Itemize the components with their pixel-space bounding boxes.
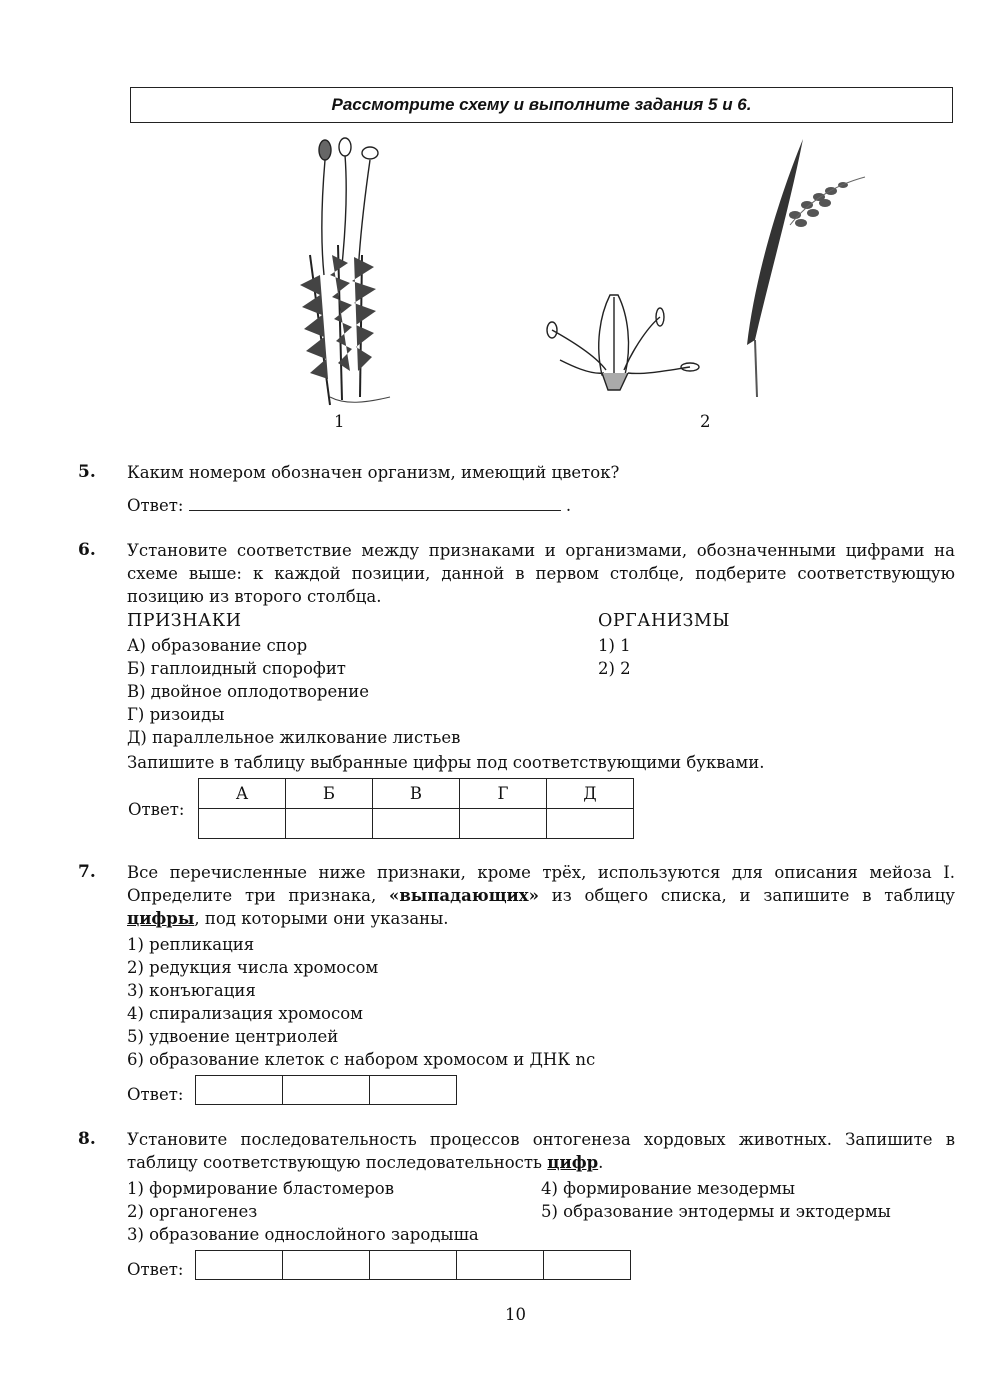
list-item: 2) органогенез	[127, 1202, 258, 1221]
question-8-text	[127, 1128, 955, 1174]
table-header: Д	[547, 779, 634, 809]
list-item: 2) редукция числа хромосом	[127, 958, 379, 977]
table-header: Б	[286, 779, 373, 809]
answer-6-label: Ответ:	[128, 800, 185, 819]
figure-label-2: 2	[700, 412, 711, 431]
answer-7-table	[195, 1075, 457, 1105]
table-header: А	[199, 779, 286, 809]
page-number: 10	[505, 1305, 526, 1324]
text-part: Установите последовательность процессов онтогенеза хордовых животных. Запишите в таблицу соответствующую последовательность	[127, 1130, 955, 1172]
answer-8-label: Ответ:	[127, 1260, 184, 1279]
text-emphasis: цифр	[547, 1153, 599, 1172]
question-7-list	[127, 933, 595, 1071]
organisms-list	[598, 634, 631, 680]
text-emphasis: цифры	[127, 909, 195, 928]
question-7-text	[127, 861, 955, 930]
list-item: 5) удвоение центриолей	[127, 1027, 339, 1046]
list-item: В) двойное оплодотворение	[127, 682, 370, 701]
text-emphasis: «выпадающих»	[389, 886, 539, 905]
answer-cell[interactable]	[196, 1076, 283, 1105]
answer-cell[interactable]	[544, 1251, 631, 1280]
answer-cell[interactable]	[283, 1076, 370, 1105]
list-item: 6) образование клеток с набором хромосом и ДНК nc	[127, 1050, 596, 1069]
answer-cell[interactable]	[547, 809, 634, 839]
list-item: Д) параллельное жилкование листьев	[127, 728, 461, 747]
list-item: 2) 2	[598, 659, 631, 678]
list-item: Г) ризоиды	[127, 705, 225, 724]
grass-illustration	[735, 135, 875, 400]
answer-label: Ответ:	[127, 496, 184, 515]
answer-cell[interactable]	[370, 1251, 457, 1280]
answer-cell[interactable]	[460, 809, 547, 839]
answer-cell[interactable]	[283, 1251, 370, 1280]
question-6-number: 6.	[78, 540, 96, 560]
question-8-list-left	[127, 1177, 479, 1246]
text-part: Все перечисленные ниже признаки, кроме трёх, используются для описания мейоза I. Определите три признака,	[127, 863, 955, 905]
features-list	[127, 634, 460, 749]
question-5-text: Каким номером обозначен организм, имеющий цветок?	[127, 463, 620, 482]
list-item: Б) гаплоидный спорофит	[127, 659, 346, 678]
moss-illustration	[290, 135, 410, 410]
question-6-instruction: Запишите в таблицу выбранные цифры под соответствующими буквами.	[127, 753, 765, 772]
question-5-answer	[127, 494, 571, 517]
answer-8-table	[195, 1250, 631, 1280]
question-8-number: 8.	[78, 1129, 96, 1149]
answer-cell[interactable]	[370, 1076, 457, 1105]
list-item: 5) образование энтодермы и эктодермы	[541, 1202, 891, 1221]
question-6-text: Установите соответствие между признаками и организмами, обозначенными цифрами на схеме выше: к каждой позиции, данной в первом столбце, подберите соответствующую позицию из второго столбца.	[127, 541, 955, 606]
text-part: .	[598, 1153, 604, 1172]
features-title: ПРИЗНАКИ	[127, 611, 242, 631]
answer-cell[interactable]	[199, 809, 286, 839]
question-5-number: 5.	[78, 462, 96, 482]
text-part: , под которыми они указаны.	[194, 909, 449, 928]
question-8-list-right	[541, 1177, 891, 1223]
table-header: Г	[460, 779, 547, 809]
answer-cell[interactable]	[457, 1251, 544, 1280]
list-item: 4) спирализация хромосом	[127, 1004, 363, 1023]
answer-end: .	[565, 496, 572, 515]
answer-cell[interactable]	[196, 1251, 283, 1280]
figure-label-1: 1	[334, 412, 345, 431]
list-item: 1) репликация	[127, 935, 255, 954]
list-item: 3) конъюгация	[127, 981, 256, 1000]
list-item: 1) 1	[598, 636, 631, 655]
answer-5-line[interactable]	[189, 494, 561, 511]
organisms-title: ОРГАНИЗМЫ	[598, 611, 731, 631]
answer-cell[interactable]	[286, 809, 373, 839]
answer-7-label: Ответ:	[127, 1085, 184, 1104]
list-item: 4) формирование мезодермы	[541, 1179, 796, 1198]
list-item: 3) образование однослойного зародыша	[127, 1225, 479, 1244]
list-item: А) образование спор	[127, 636, 308, 655]
instruction-header: Рассмотрите схему и выполните задания 5 и 6.	[130, 87, 953, 123]
table-header: В	[373, 779, 460, 809]
list-item: 1) формирование бластомеров	[127, 1179, 394, 1198]
answer-cell[interactable]	[373, 809, 460, 839]
text-part: из общего списка, и запишите в таблицу	[538, 886, 955, 905]
question-7-number: 7.	[78, 862, 96, 882]
answer-6-table	[198, 778, 634, 839]
flower-illustration	[540, 285, 700, 405]
